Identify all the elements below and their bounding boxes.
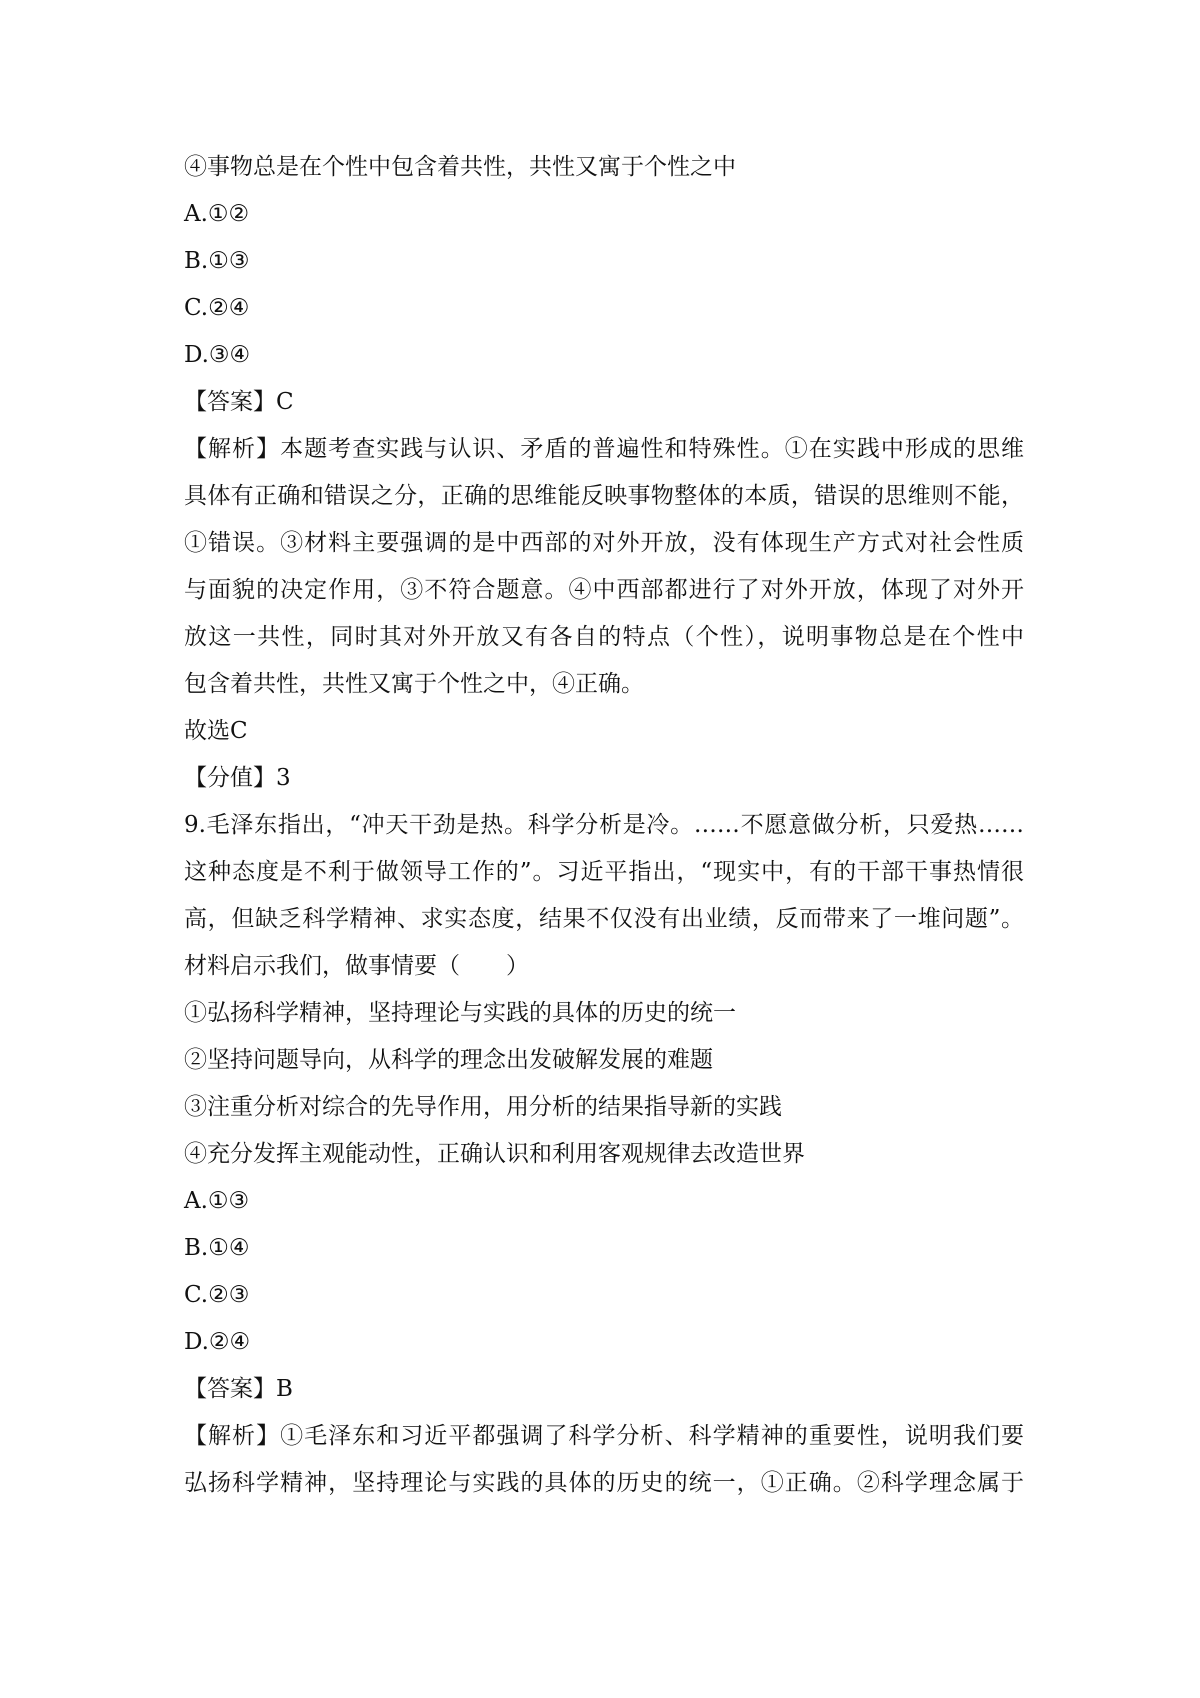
- q9-stem-line: 这种态度是不利于做领导工作的”。习近平指出，“现实中，有的干部干事热情很: [184, 859, 1024, 885]
- q9-choice-b: B.①④: [184, 1235, 250, 1261]
- q8-analysis-line: 包含着共性，共性又寓于个性之中，④正确。: [184, 671, 644, 697]
- q9-choice-c: C.②③: [184, 1282, 250, 1308]
- q9-option-4: ④充分发挥主观能动性，正确认识和利用客观规律去改造世界: [184, 1141, 805, 1167]
- q9-stem-line: 9.毛泽东指出，“冲天干劲是热。科学分析是冷。……不愿意做分析，只爱热……: [184, 812, 1024, 838]
- q8-analysis-line: ①错误。③材料主要强调的是中西部的对外开放，没有体现生产方式对社会性质: [184, 530, 1024, 556]
- q9-choice-d: D.②④: [184, 1329, 251, 1355]
- q9-option-1: ①弘扬科学精神，坚持理论与实践的具体的历史的统一: [184, 1000, 736, 1026]
- q9-answer: 【答案】B: [184, 1376, 293, 1402]
- q8-conclusion: 故选C: [184, 718, 248, 744]
- q8-analysis-line: 具体有正确和错误之分，正确的思维能反映事物整体的本质，错误的思维则不能，: [184, 483, 1024, 509]
- q8-choice-b: B.①③: [184, 248, 250, 274]
- q9-analysis-line: 【解析】①毛泽东和习近平都强调了科学分析、科学精神的重要性，说明我们要: [184, 1423, 1024, 1449]
- q8-answer: 【答案】C: [184, 389, 294, 415]
- q8-choice-d: D.③④: [184, 342, 251, 368]
- q8-score: 【分值】3: [184, 765, 291, 791]
- q9-stem-line: 高，但缺乏科学精神、求实态度，结果不仅没有出业绩，反而带来了一堆问题”。: [184, 906, 1024, 932]
- q8-analysis-line: 放这一共性，同时其对外开放又有各自的特点（个性），说明事物总是在个性中: [184, 624, 1024, 650]
- q9-stem-line: 材料启示我们，做事情要（ ）: [184, 953, 529, 979]
- q9-analysis-line: 弘扬科学精神，坚持理论与实践的具体的历史的统一，①正确。②科学理念属于: [184, 1470, 1024, 1496]
- q8-analysis-line: 【解析】本题考查实践与认识、矛盾的普遍性和特殊性。①在实践中形成的思维: [184, 436, 1024, 462]
- q9-option-2: ②坚持问题导向，从科学的理念出发破解发展的难题: [184, 1047, 713, 1073]
- q8-option-4: ④事物总是在个性中包含着共性，共性又寓于个性之中: [184, 154, 736, 180]
- q9-option-3: ③注重分析对综合的先导作用，用分析的结果指导新的实践: [184, 1094, 782, 1120]
- q8-choice-a: A.①②: [184, 201, 250, 227]
- page-content: [184, 144, 1024, 1507]
- q9-choice-a: A.①③: [184, 1188, 250, 1214]
- q8-choice-c: C.②④: [184, 295, 250, 321]
- q8-analysis-line: 与面貌的决定作用，③不符合题意。④中西部都进行了对外开放，体现了对外开: [184, 577, 1024, 603]
